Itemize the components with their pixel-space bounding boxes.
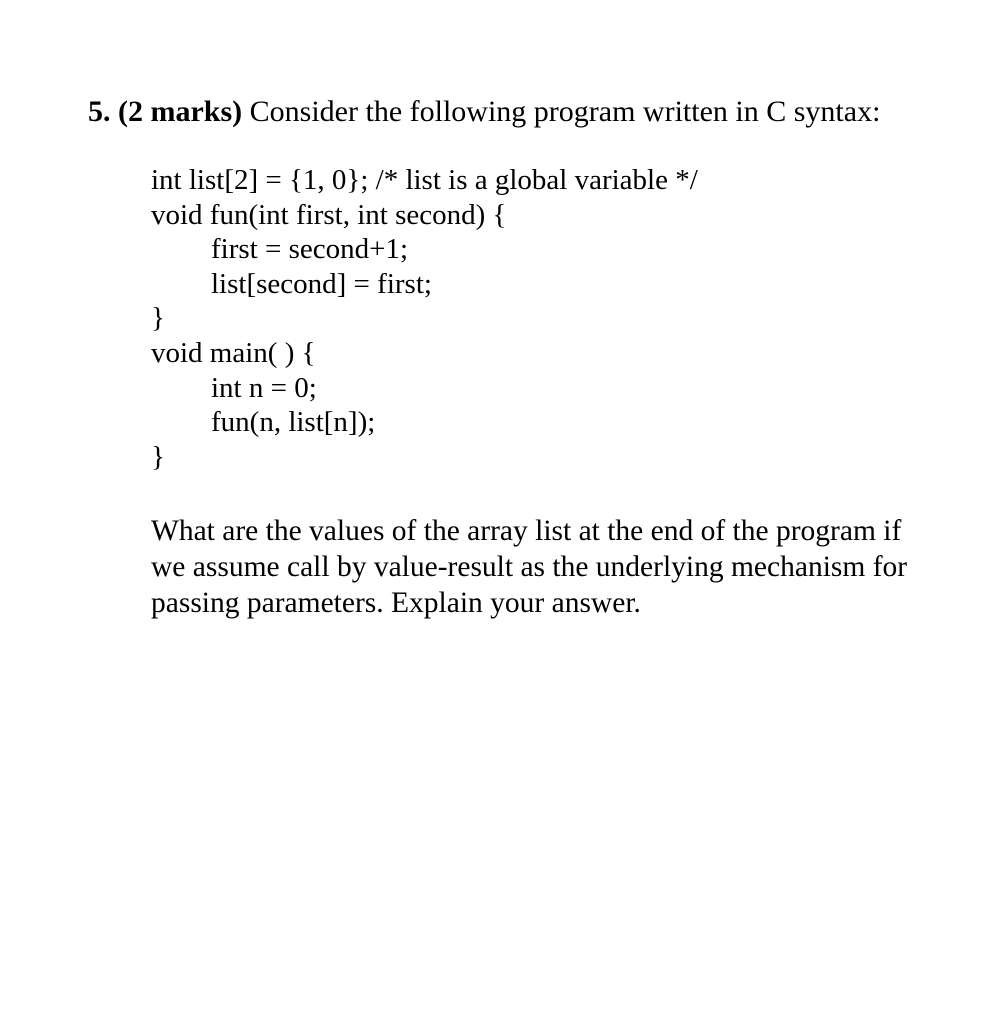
code-line: first = second+1; xyxy=(211,233,409,266)
code-line: } xyxy=(151,302,165,335)
question-number: 5. xyxy=(88,95,111,128)
question-marks: (2 marks) xyxy=(118,95,243,128)
prompt-line: What are the values of the array list at the end of the program if xyxy=(151,515,902,547)
code-line: } xyxy=(151,440,165,473)
question-heading xyxy=(88,92,880,132)
code-line: fun(n, list[n]); xyxy=(211,406,376,439)
question-prompt xyxy=(151,513,951,621)
code-line: void fun(int first, int second) { xyxy=(151,198,507,231)
question-text: Consider the following program written in C syntax: xyxy=(249,95,881,128)
code-line: int list[2] = {1, 0}; /* list is a global variable */ xyxy=(151,164,698,196)
prompt-line: passing parameters. Explain your answer. xyxy=(151,587,641,619)
code-block xyxy=(151,163,698,474)
code-line: int n = 0; xyxy=(211,371,317,404)
prompt-line: we assume call by value-result as the underlying mechanism for xyxy=(151,551,908,583)
code-line: void main( ) { xyxy=(151,336,316,369)
code-line: list[second] = first; xyxy=(211,267,432,300)
